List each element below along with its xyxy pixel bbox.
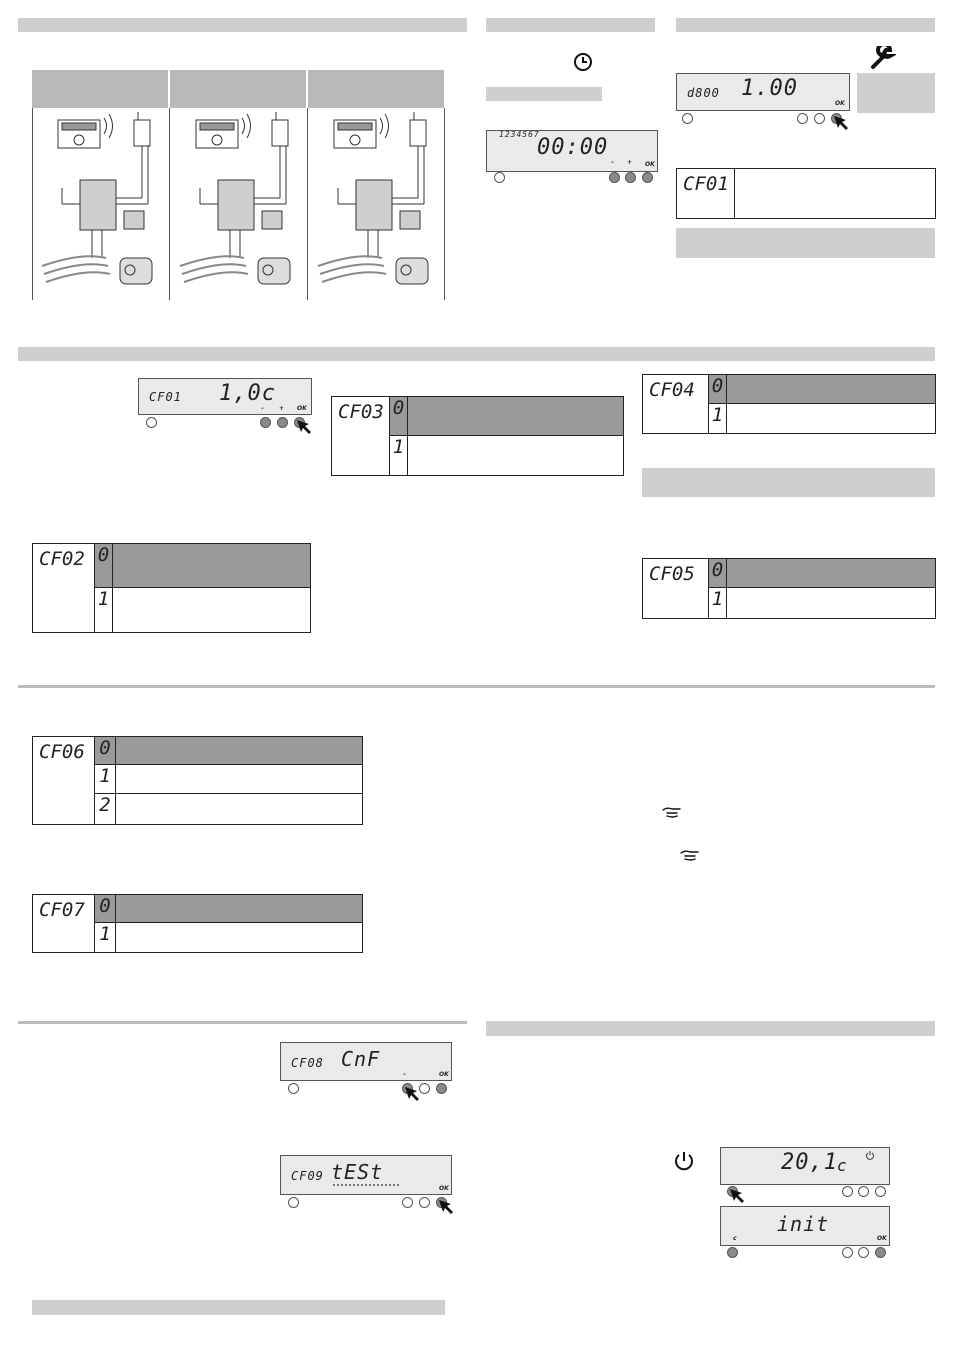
hand-icon xyxy=(679,849,701,863)
hand-icon xyxy=(661,806,683,820)
cf05-table xyxy=(642,558,936,619)
ok-button[interactable] xyxy=(642,172,653,183)
pointer-arrow-icon xyxy=(438,1199,454,1215)
ok-button[interactable] xyxy=(875,1247,886,1258)
lcd-init xyxy=(720,1206,890,1246)
lcd-ok-label: OK xyxy=(297,405,307,412)
lcd-version-value: 1.00 xyxy=(741,76,798,101)
cf03-desc-0 xyxy=(408,397,623,436)
cf03-code: CF03 xyxy=(332,397,390,475)
lcd-cf08-value: CnF xyxy=(341,1047,381,1071)
cf01-note-bar xyxy=(676,228,935,258)
mode-button[interactable] xyxy=(494,172,505,183)
wrench-icon xyxy=(870,46,896,70)
section-header-reset xyxy=(486,1021,935,1036)
lcd-temperature xyxy=(720,1147,890,1185)
cf07-table xyxy=(32,894,363,953)
lcd-ok-label: OK xyxy=(439,1071,449,1078)
mode-button[interactable] xyxy=(288,1197,299,1208)
lcd-cf09-value: tESt xyxy=(331,1160,384,1184)
cf04-note-bar xyxy=(642,468,935,497)
lcd-init-value: init xyxy=(777,1212,830,1236)
cf07-desc-0 xyxy=(116,895,362,923)
lcd-ok-label: OK xyxy=(877,1235,887,1242)
lcd-cf01-code: CF01 xyxy=(149,390,182,404)
lcd-cf01-value: 1,0c xyxy=(219,381,276,406)
section-header-configuration xyxy=(676,18,935,32)
plus-button[interactable] xyxy=(419,1197,430,1208)
lcd-time: 00:00 xyxy=(537,135,609,160)
cf02-code: CF02 xyxy=(33,544,95,632)
lcd-cf09-code: CF09 xyxy=(291,1169,324,1183)
plus-button[interactable] xyxy=(625,172,636,183)
lcd-cf08-code: CF08 xyxy=(291,1056,324,1070)
lcd-days: 1234567 xyxy=(499,130,540,139)
version-side-box xyxy=(857,73,935,113)
cf06-desc-0 xyxy=(116,737,362,765)
cf02-table xyxy=(32,543,311,633)
lcd-minus-label: – xyxy=(403,1071,406,1078)
cf05-value-1: 1 xyxy=(709,588,727,618)
lcd-plus-label: + xyxy=(279,405,285,412)
clock-icon xyxy=(573,52,593,72)
ok-button[interactable] xyxy=(875,1186,886,1197)
section-divider xyxy=(18,685,935,688)
section-header-installation xyxy=(18,18,467,32)
minus-button[interactable] xyxy=(609,172,620,183)
standby-icon xyxy=(865,1150,875,1160)
cf03-table xyxy=(331,396,624,476)
mode-button[interactable] xyxy=(288,1083,299,1094)
lcd-ok-label: OK xyxy=(645,161,655,168)
cf02-value-1: 1 xyxy=(95,588,113,632)
plus-button[interactable] xyxy=(419,1083,430,1094)
cf06-code: CF06 xyxy=(33,737,95,824)
minus-button[interactable] xyxy=(842,1186,853,1197)
pointer-arrow-icon xyxy=(729,1188,745,1204)
cf06-value-1: 1 xyxy=(95,765,116,794)
cf05-desc-0 xyxy=(727,559,935,588)
lcd-cf01-setting xyxy=(138,378,312,415)
diagram-header-1 xyxy=(32,70,168,108)
plus-button[interactable] xyxy=(277,417,288,428)
cf04-code: CF04 xyxy=(643,375,709,433)
power-icon xyxy=(673,1150,695,1172)
cf05-value-0: 0 xyxy=(709,559,727,588)
cf01-info-box xyxy=(676,168,936,219)
minus-button[interactable] xyxy=(402,1197,413,1208)
lcd-temp-value: 20,1 xyxy=(781,1150,838,1175)
cf06-desc-1 xyxy=(116,765,362,794)
progress-dots xyxy=(333,1184,399,1189)
lcd-version xyxy=(676,73,850,111)
section-header-settings xyxy=(18,347,935,361)
pointer-arrow-icon xyxy=(833,115,849,131)
cf06-value-2: 2 xyxy=(95,794,116,824)
lcd-minus-label: – xyxy=(261,405,264,412)
cf04-value-0: 0 xyxy=(709,375,727,404)
lcd-version-left: d800 xyxy=(687,86,720,100)
minus-button[interactable] xyxy=(842,1247,853,1258)
cf04-desc-0 xyxy=(727,375,935,404)
pointer-arrow-icon xyxy=(404,1086,420,1102)
cf02-desc-0 xyxy=(113,544,310,588)
mode-button[interactable] xyxy=(682,113,693,124)
lcd-ok-label: OK xyxy=(835,100,845,107)
cf06-table xyxy=(32,736,363,825)
minus-button[interactable] xyxy=(260,417,271,428)
cf05-code: CF05 xyxy=(643,559,709,618)
cf03-value-1: 1 xyxy=(390,436,408,475)
clock-subheader xyxy=(486,87,602,101)
section-divider xyxy=(18,1021,467,1024)
cf06-value-0: 0 xyxy=(95,737,116,765)
cf03-value-0: 0 xyxy=(390,397,408,436)
lcd-cf09 xyxy=(280,1155,452,1195)
plus-button[interactable] xyxy=(858,1247,869,1258)
lcd-plus-label: + xyxy=(627,159,633,166)
mode-button[interactable] xyxy=(727,1247,738,1258)
plus-button[interactable] xyxy=(814,113,825,124)
wiring-diagram-svg xyxy=(32,108,446,300)
ok-button[interactable] xyxy=(436,1083,447,1094)
minus-button[interactable] xyxy=(797,113,808,124)
lcd-programming xyxy=(486,130,658,172)
cf01-code: CF01 xyxy=(677,169,735,218)
section-header-clock xyxy=(486,18,655,32)
cf04-table xyxy=(642,374,936,434)
pointer-arrow-icon xyxy=(296,419,312,435)
diagram-header-2 xyxy=(170,70,306,108)
cf04-value-1: 1 xyxy=(709,404,727,433)
cf07-value-1: 1 xyxy=(95,923,116,952)
lcd-cf08 xyxy=(280,1042,452,1081)
cf07-value-0: 0 xyxy=(95,895,116,923)
plus-button[interactable] xyxy=(858,1186,869,1197)
mode-button[interactable] xyxy=(146,417,157,428)
lcd-temp-unit: c xyxy=(837,1156,848,1175)
diagram-header-3 xyxy=(308,70,444,108)
lcd-c-label: c xyxy=(733,1235,737,1242)
cf02-value-0: 0 xyxy=(95,544,113,588)
bottom-note-bar xyxy=(32,1300,445,1315)
cf07-code: CF07 xyxy=(33,895,95,952)
lcd-minus-label: – xyxy=(611,159,614,166)
lcd-ok-label: OK xyxy=(439,1185,449,1192)
